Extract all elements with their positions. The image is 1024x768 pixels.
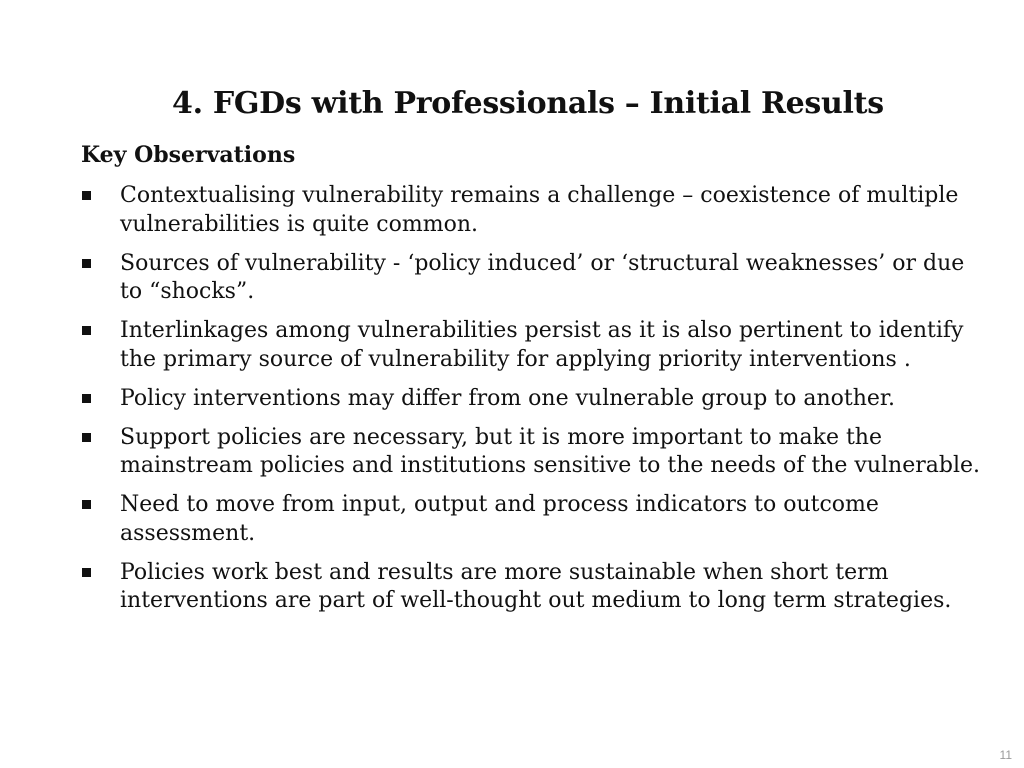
slide-title: 4. FGDs with Professionals – Initial Results <box>172 86 884 121</box>
bullet-text: Support policies are necessary, but it is more important to make the mainstream policies and institutions sensitive to the needs of the vulnerable. <box>120 424 980 478</box>
bullet-text: Interlinkages among vulnerabilities persist as it is also pertinent to identify the primary source of vulnerability for applying priority interventions . <box>120 318 964 372</box>
page-number: 11 <box>999 748 1012 762</box>
bullet-text: Policy interventions may differ from one vulnerable group to another. <box>120 385 896 411</box>
section-heading: Key Observations <box>81 142 296 168</box>
square-bullet-icon <box>82 191 91 200</box>
square-bullet-icon <box>82 500 91 509</box>
square-bullet-icon <box>82 394 91 403</box>
bullet-text: Policies work best and results are more sustainable when short term interventions are part of well-thought out medium to long term strategies. <box>120 559 952 613</box>
bullet-list <box>81 182 986 626</box>
bullet-item <box>81 559 986 616</box>
bullet-text: Need to move from input, output and process indicators to outcome assessment. <box>120 492 879 546</box>
square-bullet-icon <box>82 326 91 335</box>
bullet-item <box>81 491 986 548</box>
bullet-item <box>81 182 986 239</box>
bullet-item <box>81 250 986 307</box>
square-bullet-icon <box>82 259 91 268</box>
bullet-item <box>81 424 986 481</box>
bullet-text: Contextualising vulnerability remains a challenge – coexistence of multiple vulnerabilities is quite common. <box>120 183 959 237</box>
bullet-item <box>81 385 986 414</box>
square-bullet-icon <box>82 433 91 442</box>
square-bullet-icon <box>82 568 91 577</box>
bullet-item <box>81 317 986 374</box>
bullet-text: Sources of vulnerability - ‘policy induced’ or ‘structural weaknesses’ or due to “shocks”. <box>120 250 965 304</box>
